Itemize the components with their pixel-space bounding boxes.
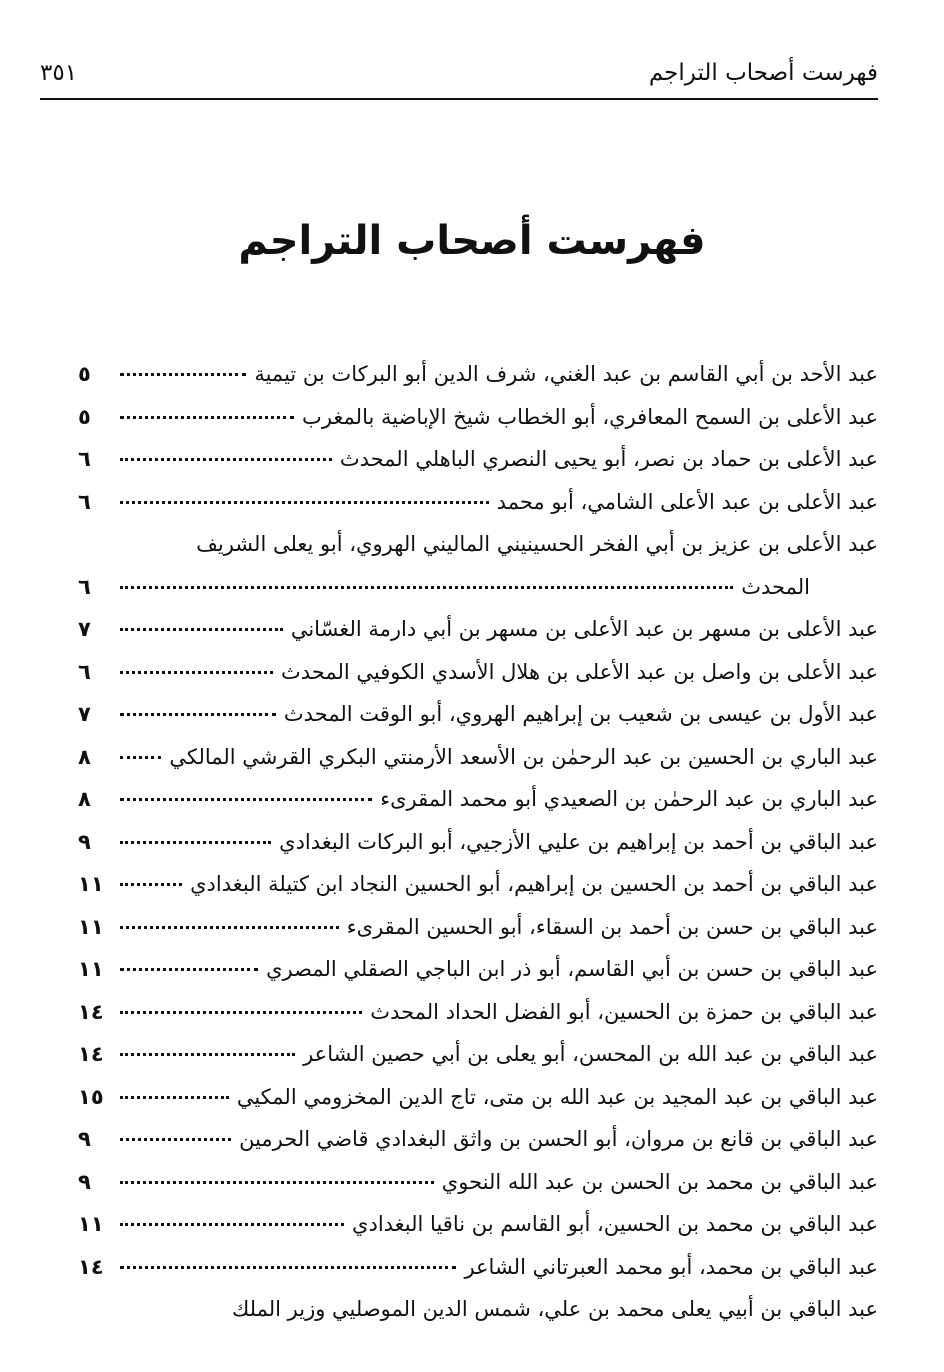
dot-leader	[120, 755, 161, 759]
entry-page: ٨	[78, 787, 91, 811]
dot-leader	[120, 925, 339, 929]
entry-name: عبد الباقي بن أبيي يعلى محمد بن علي، شمس الدين الموصليي وزير الملك	[231, 1297, 878, 1321]
entry-page: ١١	[78, 872, 104, 896]
entry-page: ٦	[78, 574, 91, 599]
index-entry	[78, 532, 878, 575]
dot-leader	[120, 457, 332, 461]
index-entry	[78, 872, 878, 915]
entry-name: عبد الأعلى بن واصل بن عبد الأعلى بن هلال الأسدي الكوفيي المحدث	[280, 659, 878, 684]
dot-leader	[120, 840, 271, 844]
entry-page: ٦	[78, 659, 91, 684]
entry-name: عبد الباقي بن قانع بن مروان، أبو الحسن بن واثق البغدادي قاضي الحرمين	[239, 1127, 878, 1151]
entry-name: عبد الباقي بن حمزة بن الحسين، أبو الفضل الحداد المحدث	[370, 999, 878, 1024]
entry-name: عبد الباقي بن عبد المجيد بن عبد الله بن متى، تاج الدين المخزومي المكيي	[236, 1084, 878, 1109]
entry-page: ١١	[78, 914, 104, 939]
entry-name: عبد الأعلى بن مسهر بن عبد الأعلى بن مسهر بن أبي دارمة الغسّاني	[290, 617, 878, 641]
entry-name: عبد الباقي بن أحمد بن إبراهيم بن عليي الأزجيي، أبو البركات البغدادي	[279, 829, 878, 854]
index-entry	[78, 1042, 878, 1085]
dot-leader	[120, 967, 258, 971]
dot-leader	[120, 882, 182, 886]
entry-page: ١٥	[78, 1084, 104, 1109]
index-entry	[78, 362, 878, 405]
index-entry	[78, 1297, 878, 1340]
index-entry-continuation	[78, 575, 878, 618]
dot-leader	[120, 670, 273, 674]
entry-page: ٨	[78, 744, 91, 769]
dot-leader	[120, 1137, 231, 1141]
index-entry	[78, 915, 878, 958]
dot-leader	[120, 712, 276, 716]
entry-name: عبد الباقي بن عبد الله بن المحسن، أبو يعلى بن أبي حصين الشاعر	[303, 1042, 878, 1066]
page-number: ٣٥١	[40, 60, 78, 86]
entry-name: عبد الباقي بن محمد بن الحسين، أبو القاسم بن ناقيا البغدادي	[352, 1212, 878, 1236]
entry-name: عبد الأعلى بن السمح المعافري، أبو الخطاب شيخ الإباضية بالمغرب	[302, 404, 878, 429]
index-entry	[78, 1127, 878, 1170]
entry-page: ٧	[78, 702, 91, 726]
dot-leader	[120, 1180, 434, 1184]
dot-leader	[120, 500, 489, 504]
entry-name: عبد الأول بن عيسى بن شعيب بن إبراهيم الهروي، أبو الوقت المحدث	[283, 702, 878, 726]
entry-name: عبد الباري بن الحسين بن عبد الرحمٰن بن الأسعد الأرمنتي البكري القرشي المالكي	[169, 744, 878, 769]
dot-leader	[120, 1052, 295, 1056]
index-entry	[78, 1085, 878, 1128]
entry-name: عبد الباقي بن محمد بن الحسن بن عبد الله النحوي	[441, 1169, 878, 1194]
entry-page: ٩	[78, 1169, 91, 1194]
entry-name: عبد الباري بن عبد الرحمٰن بن الصعيدي أبو محمد المقرىء	[380, 787, 878, 811]
dot-leader	[120, 1222, 344, 1226]
dot-leader	[120, 585, 733, 589]
entry-name: عبد الباقي بن أحمد بن الحسين بن إبراهيم، أبو الحسين النجاد ابن كتيلة البغدادي	[190, 872, 878, 896]
index-entry	[78, 957, 878, 1000]
entry-name-continuation: المحدث	[741, 574, 810, 599]
index-entry	[78, 1255, 878, 1298]
dot-leader	[120, 415, 294, 419]
dot-leader	[120, 1095, 229, 1099]
entry-page: ٥	[78, 404, 91, 429]
entry-page: ١٤	[78, 999, 104, 1024]
index-entry	[78, 617, 878, 660]
entry-name: عبد الأحد بن أبي القاسم بن عبد الغني، شرف الدين أبو البركات بن تيمية	[254, 362, 878, 386]
entry-page: ٦	[78, 489, 91, 514]
index-entry	[78, 830, 878, 873]
entry-page: ٦	[78, 447, 91, 471]
entry-name: عبد الباقي بن حسن بن أبي القاسم، أبو ذر ابن الباجي الصقلي المصري	[266, 957, 878, 981]
dot-leader	[120, 1010, 362, 1014]
index-entry	[78, 745, 878, 788]
entry-page: ٥	[78, 362, 91, 386]
index-entry	[78, 660, 878, 703]
entry-name: عبد الأعلى بن حماد بن نصر، أبو يحيى النصري الباهلي المحدث	[339, 447, 878, 471]
page-title: فهرست أصحاب التراجم	[238, 218, 706, 264]
entry-name: عبد الباقي بن محمد، أبو محمد العبرتاني الشاعر	[464, 1254, 878, 1279]
entry-page: ١٤	[78, 1254, 104, 1279]
dot-leader	[120, 372, 246, 376]
entry-page: ١١	[78, 957, 104, 981]
biography-index-list	[78, 362, 878, 1340]
entry-page: ١٤	[78, 1042, 104, 1066]
index-entry	[78, 490, 878, 533]
dot-leader	[120, 627, 283, 631]
entry-page: ١١	[78, 1212, 104, 1236]
index-entry	[78, 1000, 878, 1043]
running-header	[40, 58, 878, 100]
index-entry	[78, 405, 878, 448]
index-entry	[78, 447, 878, 490]
running-header-title: فهرست أصحاب التراجم	[648, 60, 878, 86]
index-entry	[78, 1170, 878, 1213]
index-entry	[78, 1212, 878, 1255]
index-entry	[78, 787, 878, 830]
entry-page: ٩	[78, 829, 91, 854]
dot-leader	[120, 1265, 456, 1269]
dot-leader	[120, 797, 372, 801]
entry-name: عبد الأعلى بن عبد الأعلى الشامي، أبو محمد	[496, 489, 878, 514]
entry-name: عبد الباقي بن حسن بن أحمد بن السقاء، أبو الحسين المقرىء	[346, 914, 878, 939]
entry-page: ٩	[78, 1127, 91, 1151]
entry-name: عبد الأعلى بن عزيز بن أبي الفخر الحسينيني الماليني الهروي، أبو يعلى الشريف	[196, 532, 878, 556]
index-entry	[78, 702, 878, 745]
entry-page: ٧	[78, 617, 91, 641]
